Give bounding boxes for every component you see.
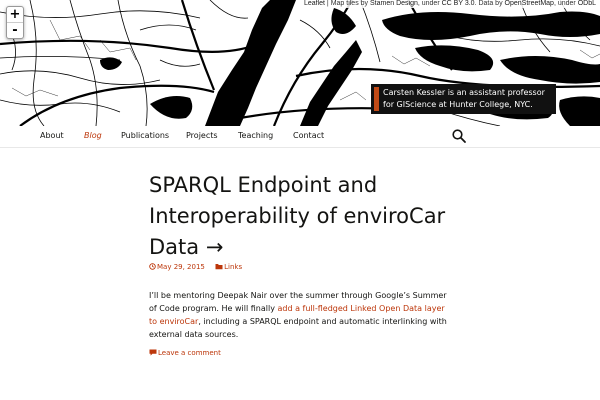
post-body-text-1: I’ll be mentoring Deepak Nair over the summer through Google’s Summer of Code program. He will finally	[149, 291, 447, 313]
nav-item-contact[interactable]: Contact	[293, 131, 325, 140]
post-title[interactable]: SPARQL Endpoint and Interoperability of enviroCar Data →	[149, 173, 446, 259]
main-navigation	[0, 126, 600, 148]
post-body	[149, 289, 449, 341]
zoom-control	[6, 6, 24, 39]
leave-comment-link[interactable]	[149, 349, 221, 357]
header-map[interactable]	[0, 0, 600, 126]
bio-text: Carsten Kessler is an assistant professor for GIScience at Hunter College, NYC.	[383, 88, 545, 109]
attribution-under-2: , under	[553, 0, 576, 7]
zoom-out-button[interactable]: -	[7, 22, 23, 38]
cc-license-link[interactable]: CC BY 3.0	[441, 0, 475, 7]
clock-icon	[149, 263, 156, 270]
odbl-link[interactable]: ODbL	[577, 0, 596, 7]
map-attribution	[300, 0, 600, 8]
nav-item-about[interactable]: About	[40, 131, 64, 140]
attribution-tiles-prefix: Map tiles by	[330, 0, 369, 7]
bio-box	[371, 84, 556, 114]
post-category-link[interactable]	[215, 263, 242, 271]
attribution-data-prefix: . Data by	[474, 0, 503, 7]
nav-item-teaching[interactable]: Teaching	[238, 131, 274, 140]
osm-link[interactable]: OpenStreetMap	[504, 0, 554, 7]
post-date: May 29, 2015	[157, 263, 205, 271]
zoom-in-button[interactable]: +	[9, 7, 21, 22]
folder-icon	[215, 263, 223, 270]
post-body-text-2: , including a SPARQL endpoint and automatic interlinking with external data sources.	[149, 317, 447, 339]
post-category: Links	[224, 263, 243, 271]
comment-icon	[149, 349, 157, 356]
nav-item-publications[interactable]: Publications	[121, 131, 170, 140]
stamen-link[interactable]: Stamen Design	[370, 0, 418, 7]
linked-open-data-link[interactable]: add a full-fledged Linked Open Data layer to enviroCar	[149, 304, 445, 326]
leaflet-link[interactable]: Leaflet	[303, 0, 325, 7]
post-meta	[149, 263, 250, 271]
nav-item-blog[interactable]: Blog	[84, 131, 102, 140]
nav-item-projects[interactable]: Projects	[186, 131, 218, 140]
attribution-under-1: , under	[417, 0, 440, 7]
leave-comment-label: Leave a comment	[158, 349, 221, 357]
attribution-separator: |	[326, 0, 331, 7]
search-icon[interactable]	[451, 128, 467, 144]
post-date-link[interactable]	[149, 263, 207, 271]
